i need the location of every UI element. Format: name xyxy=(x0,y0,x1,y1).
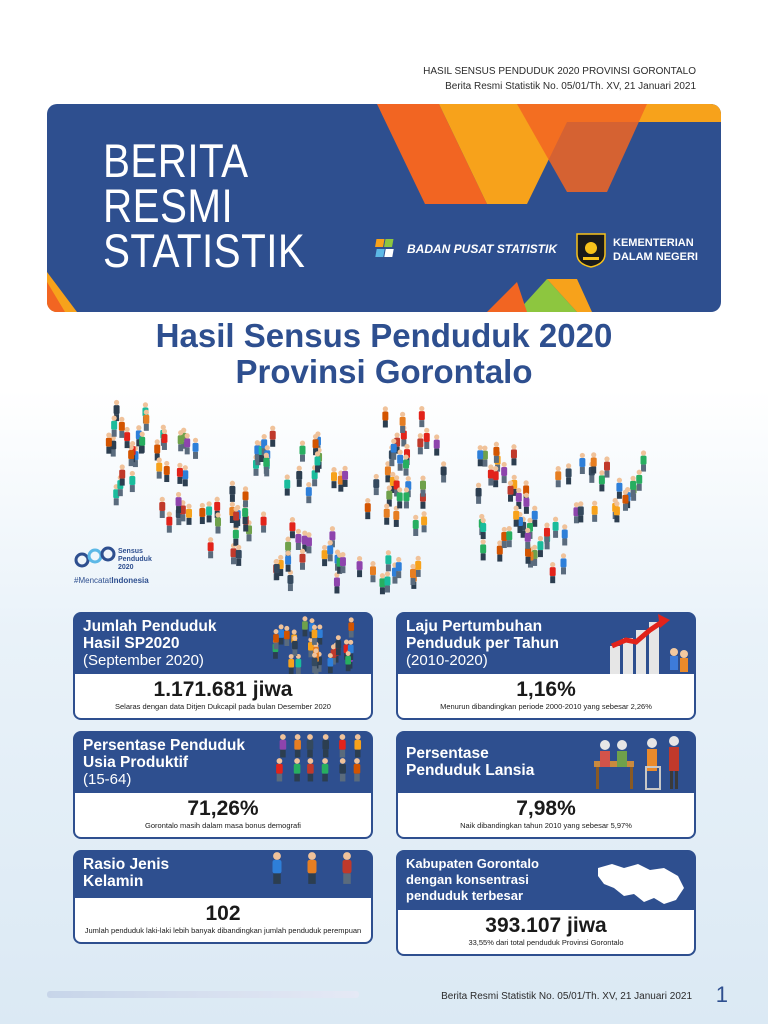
card-label-line-2: Kelamin xyxy=(83,873,144,890)
card-header xyxy=(73,850,373,898)
bps-icon xyxy=(375,236,403,262)
card-label-line-2: Penduduk per Tahun xyxy=(406,635,559,652)
kemendagri-line-1: KEMENTERIAN xyxy=(613,237,694,249)
census-wave-icon xyxy=(74,546,118,572)
card-body xyxy=(396,910,696,956)
banner-title xyxy=(103,134,306,277)
card-header xyxy=(396,731,696,793)
card-laju-pertumbuhan xyxy=(396,612,696,720)
card-value: 1.171.681 jiwa xyxy=(153,678,293,701)
card-value: 1,16% xyxy=(516,678,576,701)
page-title-line-1: Hasil Sensus Penduduk 2020 xyxy=(155,317,613,354)
card-body xyxy=(396,674,696,720)
indonesia-crowd-map-illustration xyxy=(96,398,656,598)
kemendagri-logo xyxy=(575,232,698,268)
card-label-line-1: Kabupaten Gorontalo xyxy=(406,856,539,871)
card-body xyxy=(73,898,373,944)
census-logo-line-1: Sensus xyxy=(118,548,143,555)
card-note: 33,55% dari total penduduk Provinsi Gorontalo xyxy=(468,938,624,947)
census-logo-line-2: Penduduk xyxy=(118,556,152,563)
card-note: Menurun dibandingkan periode 2000-2010 yang sebesar 2,26% xyxy=(440,702,652,711)
card-usia-produktif xyxy=(73,731,373,839)
header-line-2: Berita Resmi Statistik No. 05/01/Th. XV, 21 Januari 2021 xyxy=(445,81,696,92)
card-value: 7,98% xyxy=(516,797,576,820)
card-sub: (September 2020) xyxy=(83,652,204,669)
card-label-line-1: Persentase xyxy=(406,745,489,762)
card-sub: (2010-2020) xyxy=(406,652,488,669)
card-label-line-1: Rasio Jenis xyxy=(83,856,170,873)
card-body xyxy=(396,793,696,839)
card-label-line-2: Penduduk Lansia xyxy=(406,762,535,779)
census-hashtag xyxy=(74,576,149,585)
kemendagri-line-2: DALAM NEGERI xyxy=(613,251,698,263)
card-body xyxy=(73,674,373,720)
bps-logo xyxy=(375,236,557,262)
card-header xyxy=(73,612,373,674)
footer-text: Berita Resmi Statistik No. 05/01/Th. XV, 21 Januari 2021 xyxy=(441,991,692,1002)
card-value: 393.107 jiwa xyxy=(485,914,607,937)
card-label-line-3: penduduk terbesar xyxy=(406,888,524,903)
header-meta xyxy=(423,64,696,94)
banner xyxy=(47,104,721,312)
header-line-1: HASIL SENSUS PENDUDUK 2020 PROVINSI GORONTALO xyxy=(423,66,696,77)
card-jumlah-penduduk xyxy=(73,612,373,720)
card-header xyxy=(73,731,373,793)
page-number: 1 xyxy=(715,982,728,1007)
kemendagri-emblem-icon xyxy=(575,232,607,268)
banner-title-line-3: STATISTIK xyxy=(103,224,306,277)
bps-label: BADAN PUSAT STATISTIK xyxy=(407,242,557,256)
card-label-line-1: Laju Pertumbuhan xyxy=(406,618,543,635)
footer-divider xyxy=(47,991,359,998)
card-value: 102 xyxy=(205,902,241,925)
census-hashtag-part-2: Indonesia xyxy=(111,576,149,585)
page-title xyxy=(0,318,768,390)
card-label-line-2: Usia Produktif xyxy=(83,754,189,771)
card-label-line-2: dengan konsentrasi xyxy=(406,872,529,887)
card-rasio-jenis-kelamin xyxy=(73,850,373,944)
census-logo-line-3: 2020 xyxy=(118,564,134,571)
card-kabupaten-gorontalo xyxy=(396,850,696,956)
banner-title-line-1: BERITA xyxy=(103,134,249,187)
card-penduduk-lansia xyxy=(396,731,696,839)
banner-title-line-2: RESMI xyxy=(103,179,234,232)
card-body xyxy=(73,793,373,839)
card-value: 71,26% xyxy=(187,797,259,820)
card-sub: (15-64) xyxy=(83,771,132,788)
card-note: Selaras dengan data Ditjen Dukcapil pada bulan Desember 2020 xyxy=(115,702,331,711)
card-label-line-1: Jumlah Penduduk xyxy=(83,618,217,635)
card-label-line-1: Persentase Penduduk xyxy=(83,737,245,754)
card-header xyxy=(396,850,696,910)
card-note: Jumlah penduduk laki-laki lebih banyak dibandingkan jumlah penduduk perempuan xyxy=(84,926,362,935)
card-label-line-2: Hasil SP2020 xyxy=(83,635,180,652)
page-title-line-2: Provinsi Gorontalo xyxy=(235,353,533,390)
census-hashtag-part-1: #Mencatat xyxy=(74,576,112,585)
card-header xyxy=(396,612,696,674)
card-note: Gorontalo masih dalam masa bonus demografi xyxy=(145,821,301,830)
census-logo xyxy=(74,546,152,585)
card-note: Naik dibandingkan tahun 2010 yang sebesar 5,97% xyxy=(460,821,632,830)
